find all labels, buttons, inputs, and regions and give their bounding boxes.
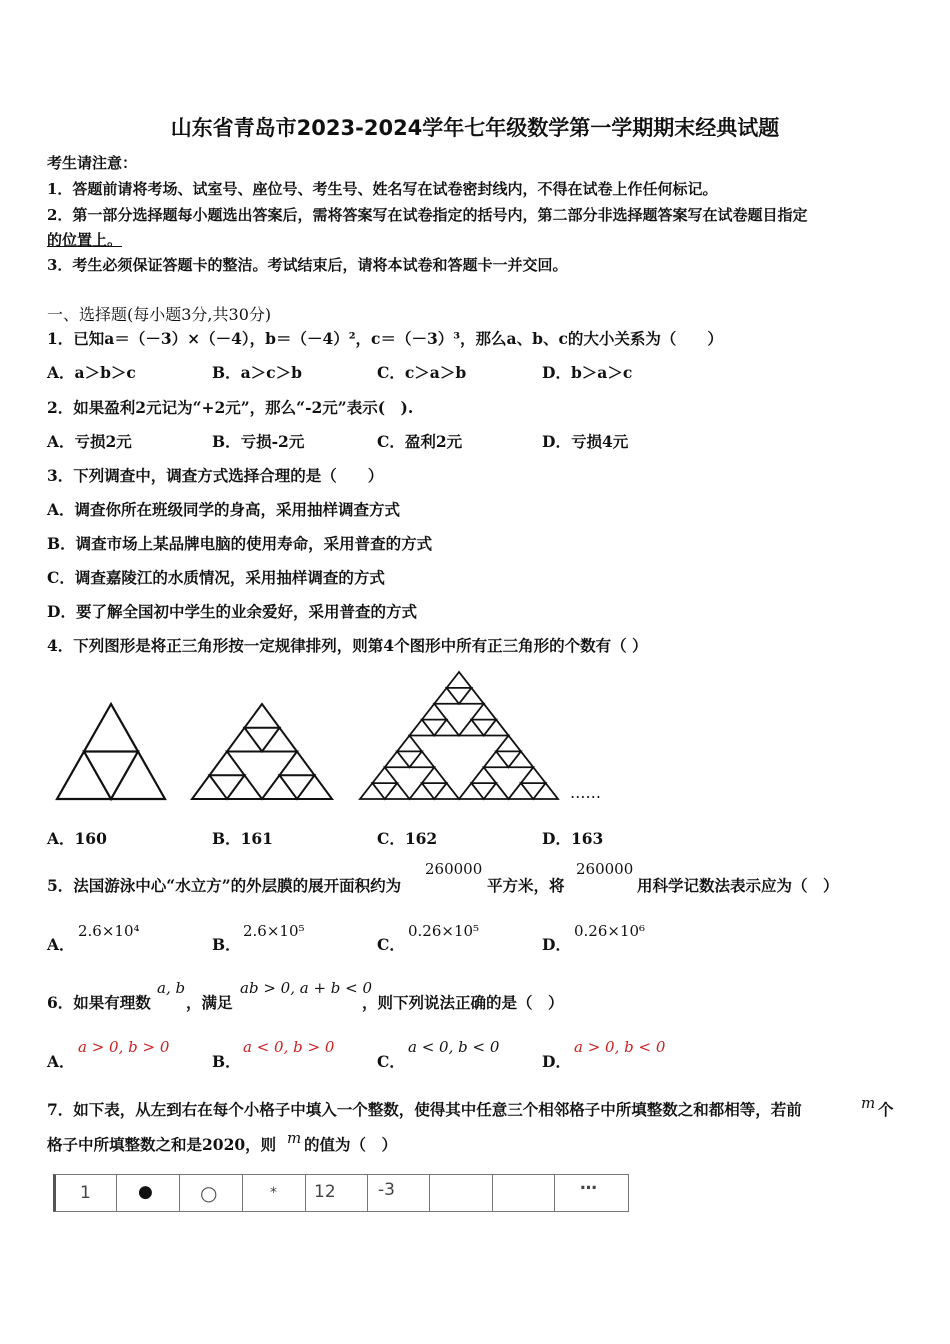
q6-option-a-label[interactable]: A．: [47, 1052, 75, 1071]
q4-ellipsis: ……: [570, 784, 601, 802]
q7-stem-line-2a: 格子中所填整数之和是2020，则: [47, 1135, 277, 1154]
q7-unit: 个: [878, 1100, 894, 1119]
q5-option-d-label[interactable]: D．: [542, 935, 571, 954]
table-cell: [430, 1175, 493, 1211]
q6-option-d-label[interactable]: D．: [542, 1052, 571, 1071]
q6-stem-part-b: ，满足: [186, 993, 233, 1012]
q5-stem-part-b: 平方米，将: [487, 876, 565, 895]
q7-stem-line-1: 7．如下表，从左到右在每个小格子中填入一个整数，使得其中任意三个相邻格子中所填整数之和都相等，若前: [47, 1100, 802, 1119]
q6-condition: ab > 0, a + b < 0: [240, 979, 373, 997]
section-heading: 一、选择题(每小题3分,共30分): [47, 305, 272, 324]
notice-item-1: 1．答题前请将考场、试室号、座位号、考生号、姓名写在试卷密封线内，不得在试卷上作任何标记。: [47, 180, 718, 198]
table-cell: [493, 1175, 555, 1211]
q6-option-c-value: a < 0, b < 0: [408, 1038, 500, 1056]
empty-circle-icon: ○: [200, 1181, 218, 1205]
q2-stem: 2．如果盈利2元记为“+2元”，那么“-2元”表示( ).: [47, 398, 414, 417]
triangle-figure-2: [190, 702, 335, 802]
q6-stem-part-c: ，则下列说法正确的是（ ）: [362, 993, 564, 1012]
notice-heading: 考生请注意：: [47, 154, 138, 172]
q5-option-c-label[interactable]: C．: [377, 935, 405, 954]
q2-option-a[interactable]: A．亏损2元: [47, 432, 132, 451]
q1-stem: 1．已知a＝（－3）×（－4），b＝（－4）²，c＝（－3）³，那么a、b、c的大小关系为（ ）: [47, 329, 723, 348]
q6-option-b-value: a < 0, b > 0: [243, 1038, 335, 1056]
asterisk-icon: *: [270, 1185, 277, 1201]
q3-option-d[interactable]: D．要了解全国初中学生的业余爱好，采用普查的方式: [47, 602, 417, 621]
q4-option-d[interactable]: D．163: [542, 829, 604, 848]
cell-value-neg3: -3: [378, 1180, 395, 1200]
q5-stem-part-c: 用科学记数法表示应为（ ）: [637, 876, 839, 895]
q6-option-c-label[interactable]: C．: [377, 1052, 405, 1071]
q4-option-a[interactable]: A．160: [47, 829, 107, 848]
q5-option-c-value: 0.26×10⁵: [408, 922, 480, 940]
q6-option-b-label[interactable]: B．: [212, 1052, 241, 1071]
q5-stem-part-a: 5．法国游泳中心“水立方”的外层膜的展开面积约为: [47, 876, 402, 895]
cell-ellipsis: …: [580, 1174, 597, 1194]
q5-option-a-label[interactable]: A．: [47, 935, 75, 954]
q1-option-c[interactable]: C．c＞a＞b: [377, 363, 467, 382]
q5-option-b-label[interactable]: B．: [212, 935, 241, 954]
cell-value-12: 12: [314, 1182, 336, 1202]
q5-number-1: 260000: [425, 860, 483, 878]
q1-option-a[interactable]: A．a＞b＞c: [47, 363, 136, 382]
q3-stem: 3．下列调查中，调查方式选择合理的是（ ）: [47, 466, 384, 485]
q1-option-b[interactable]: B．a＞c＞b: [212, 363, 302, 382]
notice-item-3: 3．考生必须保证答题卡的整洁。考试结束后，请将本试卷和答题卡一并交回。: [47, 256, 568, 274]
triangle-figure-1: [55, 702, 167, 802]
q5-option-d-value: 0.26×10⁶: [574, 922, 646, 940]
filled-circle-icon: ●: [138, 1182, 153, 1202]
notice-item-2-cont: 的位置上。: [47, 231, 123, 249]
q3-option-c[interactable]: C．调查嘉陵江的水质情况，采用抽样调查的方式: [47, 568, 385, 587]
q7-var-m-1: m: [861, 1094, 876, 1112]
q3-option-b[interactable]: B．调查市场上某品牌电脑的使用寿命，采用普查的方式: [47, 534, 433, 553]
q2-option-b[interactable]: B．亏损-2元: [212, 432, 305, 451]
page-title: 山东省青岛市2023-2024学年七年级数学第一学期期末经典试题: [170, 116, 780, 140]
q7-stem-line-2b: 的值为（ ）: [304, 1135, 398, 1154]
q4-option-b[interactable]: B．161: [212, 829, 273, 848]
q3-option-a[interactable]: A．调查你所在班级同学的身高，采用抽样调查方式: [47, 500, 401, 519]
q4-stem: 4．下列图形是将正三角形按一定规律排列，则第4个图形中所有正三角形的个数有（ ）: [47, 636, 648, 655]
q6-option-d-value: a > 0, b < 0: [574, 1038, 666, 1056]
q1-option-d[interactable]: D．b＞a＞c: [542, 363, 633, 382]
q4-option-c[interactable]: C．162: [377, 829, 438, 848]
q2-option-d[interactable]: D．亏损4元: [542, 432, 629, 451]
notice-item-2: 2．第一部分选择题每小题选出答案后，需将答案写在试卷指定的括号内，第二部分非选择题答案写在试卷题目指定: [47, 206, 808, 224]
cell-value-1: 1: [80, 1183, 91, 1203]
q6-option-a-value: a > 0, b > 0: [78, 1038, 170, 1056]
q5-option-b-value: 2.6×10⁵: [243, 922, 305, 940]
q2-option-c[interactable]: C．盈利2元: [377, 432, 463, 451]
q5-option-a-value: 2.6×10⁴: [78, 922, 140, 940]
q5-number-2: 260000: [576, 860, 634, 878]
q7-var-m-2: m: [287, 1129, 302, 1147]
triangle-figure-3: [358, 670, 560, 802]
q6-stem-part-a: 6．如果有理数: [47, 993, 151, 1012]
q6-vars: a, b: [157, 979, 186, 997]
